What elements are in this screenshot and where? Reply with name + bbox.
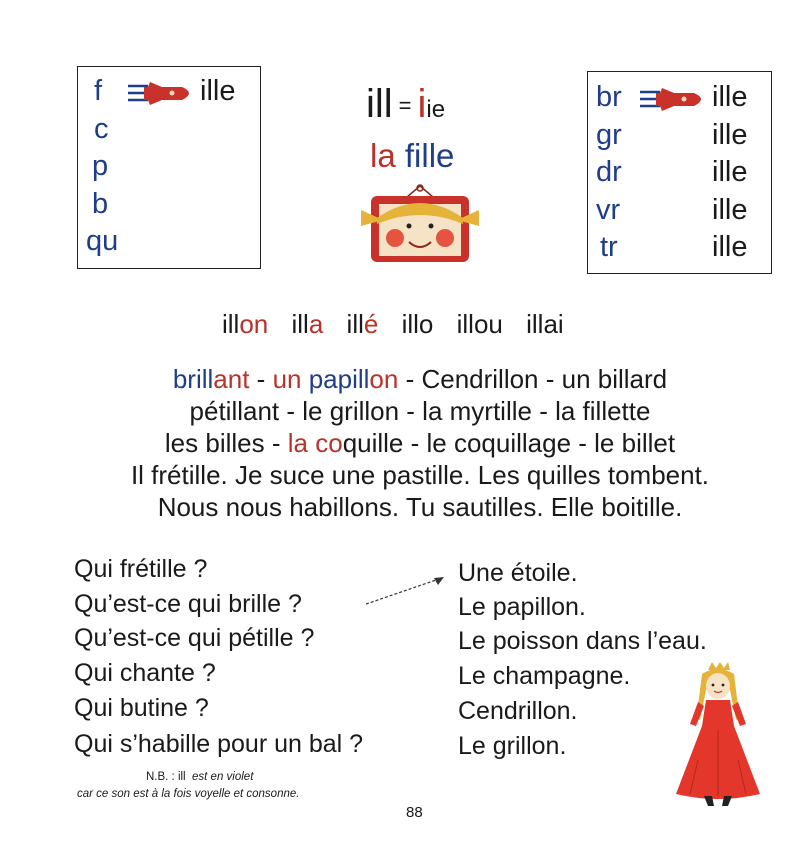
right-ending-column	[712, 79, 747, 267]
answer-2: Le papillon.	[458, 593, 586, 621]
consonant-p: p	[92, 150, 109, 182]
ending-ille-3: ille	[712, 156, 748, 188]
syllable-ille-accent: illé	[346, 309, 379, 339]
question-5: Qui butine ?	[74, 694, 209, 722]
ending-ille-1: ille	[712, 81, 748, 113]
question-2: Qu’est-ce qui brille ?	[74, 590, 302, 618]
page-number: 88	[406, 804, 423, 821]
rule-ie: ie	[426, 96, 446, 123]
reading-line-2: pétillant - le grillon - la myrtille - la fillette	[189, 396, 651, 426]
answer-1: Une étoile.	[458, 559, 578, 587]
question-4: Qui chante ?	[74, 659, 216, 687]
syllable-illa: illa	[291, 309, 324, 339]
girl-portrait-illustration	[357, 182, 483, 268]
consonant-f: f	[94, 75, 103, 107]
reading-line-4: Il frétille. Je suce une pastille. Les quilles tombent.	[130, 460, 710, 490]
consonant-qu: qu	[86, 225, 119, 257]
rocket-icon	[126, 80, 198, 108]
answer-3: Le poisson dans l’eau.	[458, 627, 707, 655]
reading-line-1: brillant - un papillon - Cendrillon - un billard	[172, 364, 668, 394]
syllable-illou: illou	[456, 309, 503, 339]
ending-ille-2: ille	[712, 118, 748, 151]
syllable-illai: illai	[526, 309, 564, 339]
example-word: fille	[404, 137, 455, 174]
syllable-illo: illo	[401, 309, 434, 339]
cluster-gr: gr	[596, 118, 622, 151]
cluster-tr: tr	[600, 231, 618, 263]
match-arrow	[360, 570, 452, 610]
syllable-illon: illon	[222, 309, 269, 339]
footnote-line-1: N.B. : ill est en violet	[146, 771, 254, 783]
rule-example	[370, 137, 454, 175]
rule-ill: ill	[366, 82, 393, 126]
reading-line-5: Nous nous habillons. Tu sautilles. Elle boitille.	[157, 492, 683, 522]
question-3: Qu’est-ce qui pétille ?	[74, 624, 315, 652]
answer-4: Le champagne.	[458, 662, 631, 690]
example-article: la	[370, 137, 396, 174]
answer-5: Cendrillon.	[458, 697, 578, 725]
right-cluster-column	[596, 79, 622, 267]
question-6: Qui s’habille pour un bal ?	[74, 730, 364, 758]
left-consonant-column	[86, 73, 118, 261]
rule-equals: =	[398, 93, 412, 119]
footnote-line-2: car ce son est à la fois voyelle et consonne.	[77, 788, 300, 800]
cluster-vr: vr	[596, 193, 621, 226]
reading-line-3: les billes - la coquille - le coquillage - le billet	[164, 428, 676, 458]
consonant-c: c	[94, 112, 109, 145]
left-ending-ille: ille	[200, 75, 236, 107]
answer-6: Le grillon.	[458, 732, 567, 760]
cluster-dr: dr	[596, 156, 622, 188]
consonant-b: b	[92, 187, 109, 220]
cluster-br: br	[596, 81, 622, 113]
question-1: Qui frétille ?	[74, 555, 208, 583]
rule-line	[366, 82, 445, 127]
princess-illustration	[668, 660, 768, 808]
rule-i: i	[417, 82, 427, 126]
syllable-row	[222, 309, 564, 340]
rocket-icon	[638, 86, 710, 114]
ending-ille-5: ille	[712, 231, 748, 263]
ending-ille-4: ille	[712, 193, 748, 226]
